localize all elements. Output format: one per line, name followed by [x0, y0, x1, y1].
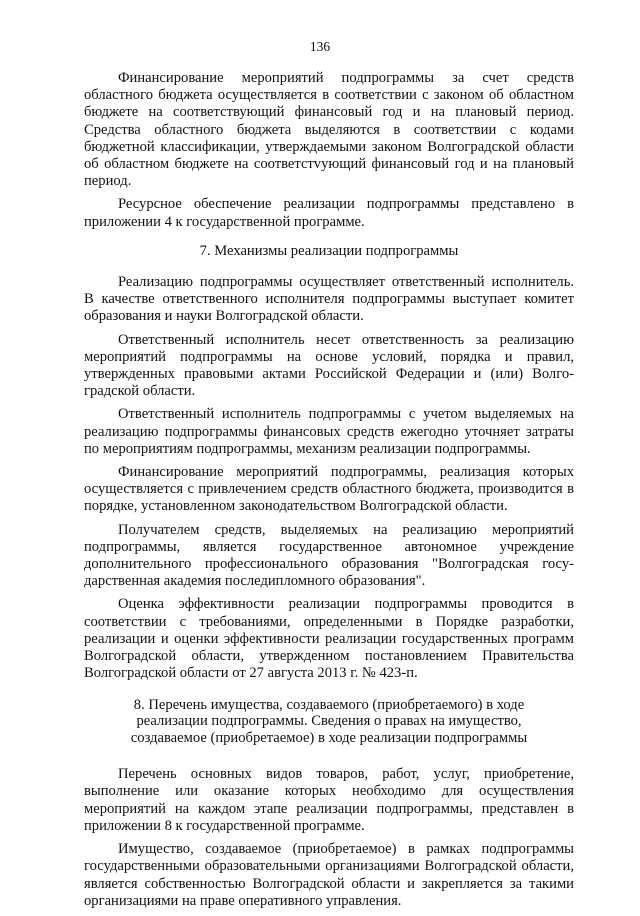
paragraph: Ресурсное обеспечение реализации подпрограммы представлено в приложении 4 к государственной программе. [84, 196, 574, 230]
page-number: 136 [309, 39, 331, 54]
section-8-heading [84, 697, 574, 747]
paragraph: Ответственный исполнитель подпрограммы с учетом выделяемых на реализацию подпрограммы финансовых средств ежегодно уточняет затраты по мероприятиям подпрограммы, механизм реализации подпрограммы. [84, 406, 574, 457]
paragraph: Ответственный исполнитель несет ответственность за реализацию мероприятий подпрограммы на основе условий, порядка и правил, утвержденных правовыми актами Российской Федерации и (или) Волгоградской области. [84, 331, 574, 400]
paragraph: Оценка эффективности реализации подпрограммы проводится в соответствии с требованиями, определенными в Порядке разработки, реализации и оценки эффективности реализации государственных программ Волгоградской области, утвержденном постановлением Правительства Волгоградской области от 27 августа 2013 г. № 423-п. [84, 596, 574, 682]
section-8-heading-line: создаваемое (приобретаемое) в ходе реализации подпрограммы [130, 729, 528, 746]
paragraph: Имущество, создаваемое (приобретаемое) в рамках подпрограммы государственными образовательными организациями Волгоградской области, является собственностью Волгоградской области и закрепляется за такими организациями на праве оперативного управления. [84, 841, 574, 909]
paragraph: Финансирование мероприятий подпрограммы за счет средств областного бюджета осуществляется в соответствии с законом об областном бюджете на соответствующий финансовый год и на плановый период. Средства областного бюджета выделяются в соответствии с кодами бюджетной классификации, утверждаемыми законом Волгоградской области об областном бюджете на соответстvующий финансовый год и на плановый период. [84, 70, 574, 190]
section-8-heading-line: реализации подпрограммы. Сведения о правах на имущество, [136, 713, 522, 730]
paragraph: Перечень основных видов товаров, работ, услуг, приобретение, выполнение или оказание которых необходимо для осуществления мероприятий на каждом этапе реализации подпрограммы, представлен в приложении 8 к государственной программе. [84, 766, 574, 834]
paragraph: Получателем средств, выделяемых на реализацию мероприятий подпрограммы, является государственное автономное учреждение дополнительного профессионального образования "Волгоградская государственная академия последипломного образования". [84, 521, 574, 590]
document-body [84, 70, 574, 916]
section-7-heading: 7. Механизмы реализации подпрограммы [199, 242, 459, 259]
section-8-heading-line: 8. Перечень имущества, создаваемого (приобретаемого) в ходе [133, 696, 525, 713]
paragraph: Реализацию подпрограммы осуществляет ответственный исполнитель. В качестве ответственного исполнителя подпрограммы выступает комитет образования и науки Волгоградской области. [84, 274, 574, 325]
paragraph: Финансирование мероприятий подпрограммы, реализация которых осуществляется с привлечением средств областного бюджета, производится в порядке, установленном законодательством Волгоградской области. [84, 464, 574, 515]
